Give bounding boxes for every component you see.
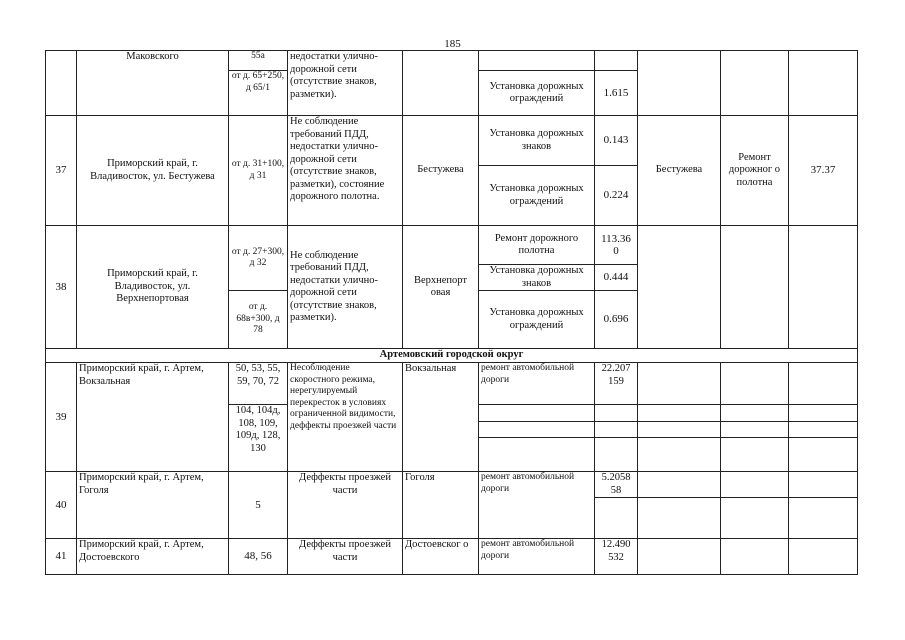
problem-cell: Деффекты проезжей части	[288, 539, 403, 575]
street-cell: Вокзальная	[403, 363, 479, 472]
measure-cell: ремонт автомобильной дороги	[479, 539, 595, 575]
page-number: 185	[444, 38, 461, 50]
address-cell: 55а	[229, 51, 288, 71]
value-cell: 0.224	[595, 166, 638, 226]
problem-cell: Несоблюдение скоростного режима, нерегулируемый перекресток в условиях ограниченной видимости, деффекты проезжей части	[288, 363, 403, 472]
value-cell: 0.143	[595, 116, 638, 166]
measure-cell: Установка дорожных знаков	[479, 265, 595, 291]
row-number: 38	[46, 226, 77, 349]
measure-cell: Установка дорожных знаков	[479, 116, 595, 166]
problem-cell: Не соблюдение требований ПДД, недостатки улично-дорожной сети (отсутствие знаков, разметки).	[288, 226, 403, 349]
value-cell: 0.696	[595, 291, 638, 349]
value-cell: 22.207 159	[595, 363, 638, 405]
measure-cell: Установка дорожных ограждений	[479, 71, 595, 116]
value-cell: 113.36 0	[595, 226, 638, 265]
problem-cell: Деффекты проезжей части	[288, 472, 403, 539]
row-number: 41	[46, 539, 77, 575]
location-name: Приморский край, г. Артем, Гоголя	[77, 472, 229, 539]
problem-cell: недостатки улично-дорожной сети (отсутствие знаков, разметки).	[288, 51, 403, 116]
value-cell: 1.615	[595, 71, 638, 116]
location-name: Приморский край, г. Артем, Вокзальная	[77, 363, 229, 472]
measure-cell: Установка дорожных ограждений	[479, 291, 595, 349]
address-cell: 50, 53, 55, 59, 70, 72	[229, 363, 288, 405]
table-row	[46, 116, 858, 166]
value-cell: 0.444	[595, 265, 638, 291]
row-number: 39	[46, 363, 77, 472]
address-cell: от д. 68в+300, д 78	[229, 291, 288, 349]
street-cell: Достоевског о	[403, 539, 479, 575]
address-cell: от д. 31+100, д 31	[229, 116, 288, 226]
table-row	[46, 349, 858, 363]
road-safety-table	[45, 50, 858, 575]
value-cell: 5.2058 58	[595, 472, 638, 498]
location-name: Приморский край, г. Владивосток, ул. Верхнепортовая	[77, 226, 229, 349]
total-cell: 37.37	[789, 116, 858, 226]
measure-cell: ремонт автомобильной дороги	[479, 363, 595, 405]
measure-cell: ремонт автомобильной дороги	[479, 472, 595, 539]
problem-cell: Не соблюдение требований ПДД, недостатки улично-дорожной сети (отсутствие знаков, разметки), состояние дорожного полотна.	[288, 116, 403, 226]
row-number: 37	[46, 116, 77, 226]
street-cell: Бестужева	[638, 116, 721, 226]
row-number: 40	[46, 472, 77, 539]
location-name: Приморский край, г. Владивосток, ул. Бестужева	[77, 116, 229, 226]
value-cell: 12.490 532	[595, 539, 638, 575]
street-cell: Бестужева	[403, 116, 479, 226]
address-cell: 104, 104д, 108, 109, 109д, 128, 130	[229, 405, 288, 472]
address-cell: 48, 56	[229, 539, 288, 575]
section-header: Артемовский городской округ	[46, 349, 858, 363]
table-row	[46, 226, 858, 265]
table-row	[46, 539, 858, 575]
location-name: Приморский край, г. Артем, Достоевского	[77, 539, 229, 575]
location-name: Маковского	[77, 51, 229, 71]
address-cell: от д. 65+250, д 65/1	[229, 71, 288, 116]
table-row	[46, 472, 858, 498]
measure-cell: Установка дорожных ограждений	[479, 166, 595, 226]
table-row	[46, 363, 858, 405]
measure-cell: Ремонт дорожного полотна	[479, 226, 595, 265]
address-cell: от д. 27+300, д 32	[229, 226, 288, 291]
work-cell: Ремонт дорожног о полотна	[721, 116, 789, 226]
street-cell: Верхнепорт овая	[403, 226, 479, 349]
table-row	[46, 51, 858, 71]
street-cell: Гоголя	[403, 472, 479, 539]
address-cell: 5	[229, 472, 288, 539]
